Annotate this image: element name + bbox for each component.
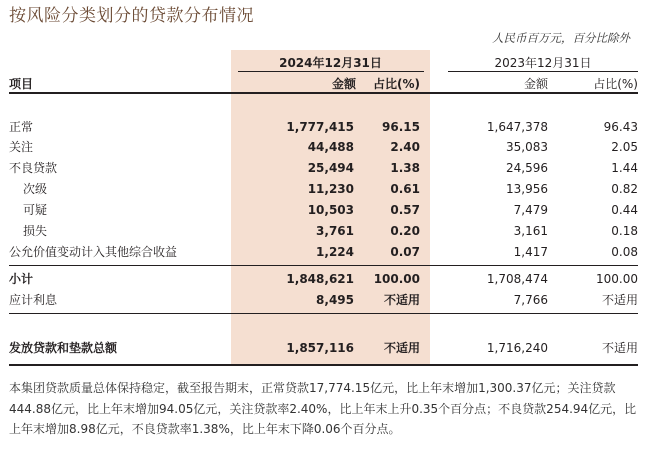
amount-2023: 3,161	[513, 224, 548, 238]
amount-2023: 7,479	[513, 203, 548, 217]
column-header-share-2023: 占比(%)	[593, 77, 638, 91]
column-header-share-2024: 占比(%)	[373, 77, 420, 91]
share-2023: 0.44	[611, 203, 638, 217]
amount-2024: 10,503	[307, 203, 354, 217]
amount-2024: 1,224	[316, 245, 354, 259]
table-row	[9, 202, 638, 219]
share-2024: 100.00	[373, 272, 420, 286]
amount-2023: 7,766	[513, 293, 548, 307]
share-2023: 2.05	[611, 140, 638, 154]
column-header-amount-2024: 金额	[331, 77, 356, 91]
row-label: 损失	[23, 224, 48, 238]
row-label: 正常	[9, 120, 34, 134]
table-row	[9, 160, 638, 177]
share-2023: 0.08	[611, 245, 638, 259]
row-label: 可疑	[23, 203, 48, 217]
table-row	[9, 292, 638, 309]
total-row	[9, 340, 638, 357]
table-row	[9, 223, 638, 240]
period-rule-2024	[238, 71, 424, 72]
amount-2023: 24,596	[506, 161, 548, 175]
row-label: 次级	[23, 182, 48, 196]
amount-2023: 1,708,474	[486, 272, 548, 286]
share-2023: 1.44	[611, 161, 638, 175]
table-row	[9, 119, 638, 136]
amount-2023: 13,956	[506, 182, 548, 196]
row-label: 关注	[9, 140, 34, 154]
share-2024: 不适用	[383, 293, 420, 307]
share-2024: 96.15	[382, 120, 420, 134]
amount-2023: 1,417	[513, 245, 548, 259]
share-2024: 0.07	[390, 245, 420, 259]
unit-note: 人民币百万元，百分比除外	[492, 31, 630, 45]
amount-2024: 3,761	[316, 224, 354, 238]
table-row	[9, 244, 638, 261]
period-header-2023: 2023年12月31日	[494, 56, 592, 70]
period-header-2024: 2024年12月31日	[279, 56, 382, 70]
amount-2024: 1,848,621	[286, 272, 354, 286]
share-2024: 不适用	[383, 341, 420, 355]
header-divider	[9, 92, 638, 94]
subtotal-row	[9, 271, 638, 288]
table-bottom-divider	[9, 364, 638, 366]
column-header-item: 项目	[9, 77, 34, 91]
share-2023: 不适用	[601, 293, 638, 307]
amount-2024: 44,488	[307, 140, 354, 154]
amount-2024: 1,857,116	[286, 341, 354, 355]
commentary-paragraph: 本集团贷款质量总体保持稳定，截至报告期末，正常贷款17,774.15亿元，比上年末增加1,300.37亿元；关注贷款444.88亿元，比上年末增加94.05亿元，关注贷款率2.40%，比上年末上升0.35个百分点；不良贷款254.94亿元，比上年末增加8.98亿元，不良贷款率1.38%，比上年末下降0.06个百分点。	[9, 381, 637, 436]
amount-2024: 25,494	[307, 161, 354, 175]
share-2024: 1.38	[390, 161, 420, 175]
amount-2023: 1,716,240	[486, 341, 548, 355]
table-row	[9, 139, 638, 156]
table-row	[9, 181, 638, 198]
share-2023: 0.82	[611, 182, 638, 196]
subtotal-divider	[9, 265, 638, 266]
amount-2024: 11,230	[307, 182, 354, 196]
row-label: 应计利息	[9, 293, 58, 307]
row-label: 公允价值变动计入其他综合收益	[9, 245, 178, 259]
share-2024: 0.61	[390, 182, 420, 196]
row-label: 小计	[9, 272, 34, 286]
share-2024: 0.20	[390, 224, 420, 238]
share-2024: 0.57	[390, 203, 420, 217]
page-title: 按风险分类划分的贷款分布情况	[9, 6, 254, 26]
row-label: 发放贷款和垫款总额	[9, 341, 118, 355]
column-header-amount-2023: 金额	[523, 77, 548, 91]
row-label: 不良贷款	[9, 161, 58, 175]
share-2023: 100.00	[596, 272, 638, 286]
amount-2023: 35,083	[506, 140, 548, 154]
amount-2023: 1,647,378	[486, 120, 548, 134]
period-rule-2023	[448, 71, 638, 72]
share-2023: 不适用	[601, 341, 638, 355]
total-divider-top	[9, 313, 638, 314]
share-2023: 96.43	[603, 120, 638, 134]
share-2023: 0.18	[611, 224, 638, 238]
share-2024: 2.40	[390, 140, 420, 154]
amount-2024: 8,495	[316, 293, 354, 307]
amount-2024: 1,777,415	[286, 120, 354, 134]
